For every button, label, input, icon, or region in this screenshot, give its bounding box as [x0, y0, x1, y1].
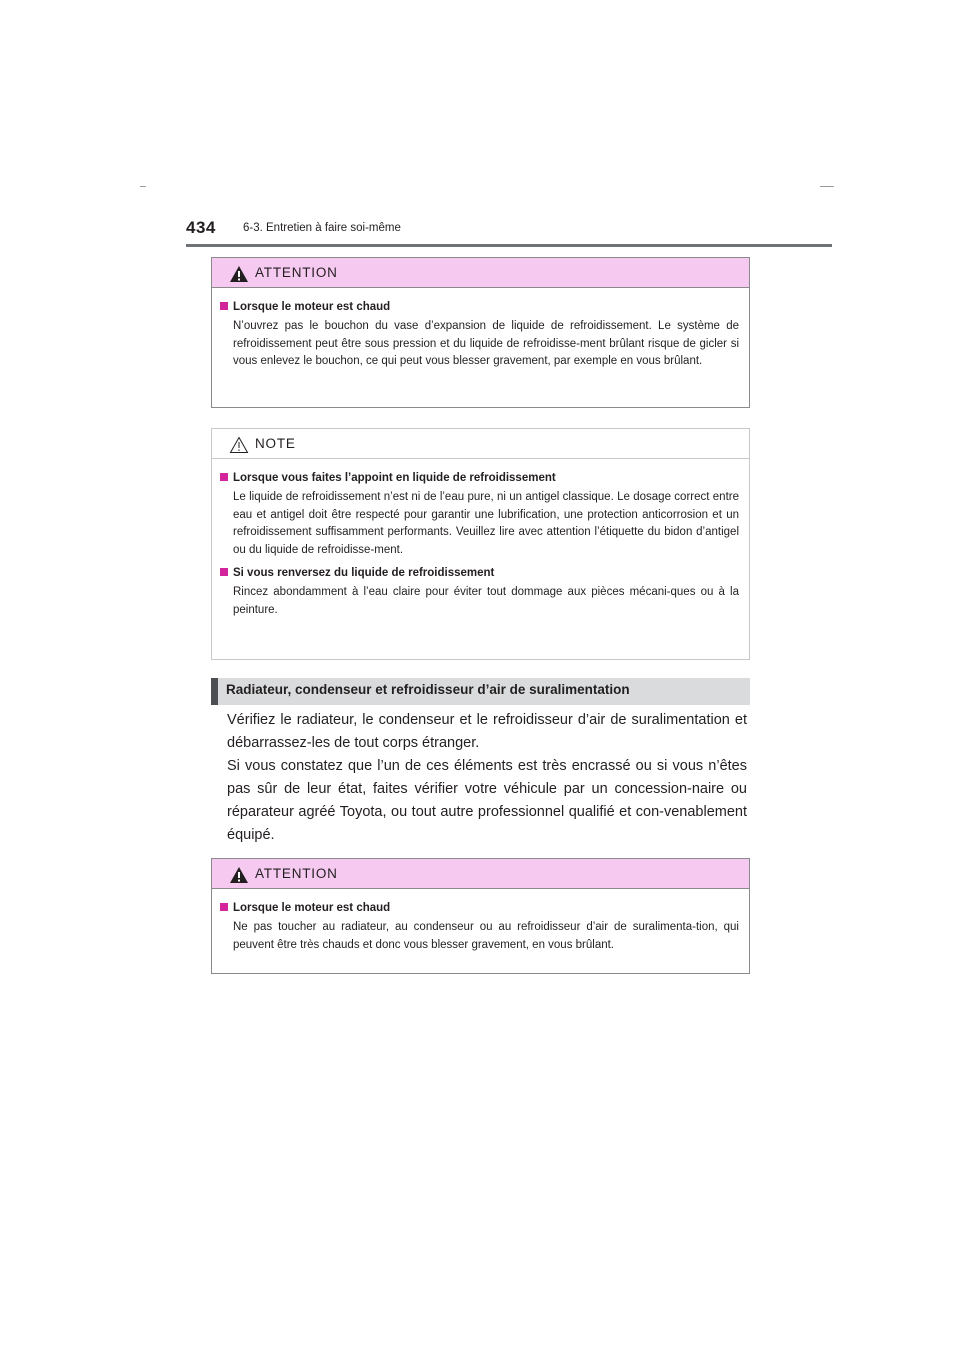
header-rule — [186, 244, 832, 247]
radiator-body-text — [227, 709, 747, 847]
attention-label: ATTENTION — [255, 866, 338, 881]
page-number: 434 — [186, 218, 216, 237]
attention-item-text: Ne pas toucher au radiateur, au condenseur ou au refroidisseur d’air de suralimenta-tion, qui peuvent être très chauds et donc vous blesser gravement, en vous brûlant. — [233, 921, 739, 951]
attention-box-engine-hot — [211, 257, 750, 408]
attention-header — [212, 859, 749, 889]
section-heading-radiator — [211, 678, 750, 705]
crop-mark-left — [140, 186, 146, 187]
note-item-text: Rincez abondamment à l’eau claire pour éviter tout dommage aux pièces mécani-ques ou à la peinture. — [233, 586, 739, 616]
note-label: NOTE — [255, 436, 296, 451]
section-heading-text: Radiateur, condenseur et refroidisseur d’air de suralimentation — [226, 682, 630, 697]
attention-item-title: Lorsque le moteur est chaud — [218, 900, 739, 916]
warning-filled-icon — [229, 866, 249, 884]
attention-item-text: N’ouvrez pas le bouchon du vase d’expansion de liquide de refroidissement. Le système de refroidissement peut être sous pression et du liquide de refroidisse-ment brûlant risque de gicler si vous enlevez le bouchon, ce qui peut vous blesser gravement, par exemple en vous brûlant. — [233, 320, 739, 368]
note-box — [211, 428, 750, 660]
note-header — [212, 429, 749, 459]
attention-label: ATTENTION — [255, 265, 338, 280]
warning-filled-icon — [229, 265, 249, 283]
note-item-title: Lorsque vous faites l’appoint en liquide de refroidissement — [218, 470, 739, 486]
crop-mark-right — [820, 186, 834, 187]
paragraph: Vérifiez le radiateur, le condenseur et le refroidisseur d’air de suralimentation et débarrassez-les de tout corps étranger. — [227, 712, 747, 751]
bullet-square-icon — [220, 568, 228, 576]
attention-box-radiator-hot — [211, 858, 750, 974]
paragraph: Si vous constatez que l’un de ces éléments est très encrassé ou si vous n’êtes pas sûr de leur état, faites vérifier votre véhicule par un concession-naire ou réparateur agréé Toyota, ou tout autre professionnel qualifié et con-venablement équipé. — [227, 758, 747, 843]
bullet-square-icon — [220, 903, 228, 911]
attention-item-title: Lorsque le moteur est chaud — [218, 299, 739, 315]
bullet-square-icon — [220, 302, 228, 310]
section-heading-bar — [211, 678, 218, 705]
note-item-title: Si vous renversez du liquide de refroidissement — [218, 565, 739, 581]
note-item-text: Le liquide de refroidissement n’est ni de l’eau pure, ni un antigel classique. Le dosage correct entre eau et antigel doit être respecté pour garantir une lubrification, une protection anticorrosion et un refroidissement suffisamment performants. Veuillez lire avec attention l’étiquette du bidon d’antigel ou du liquide de refroidisse-ment. — [233, 491, 739, 556]
attention-header — [212, 258, 749, 288]
section-title: 6-3. Entretien à faire soi-même — [243, 222, 401, 234]
warning-outline-icon — [229, 436, 249, 454]
bullet-square-icon — [220, 473, 228, 481]
